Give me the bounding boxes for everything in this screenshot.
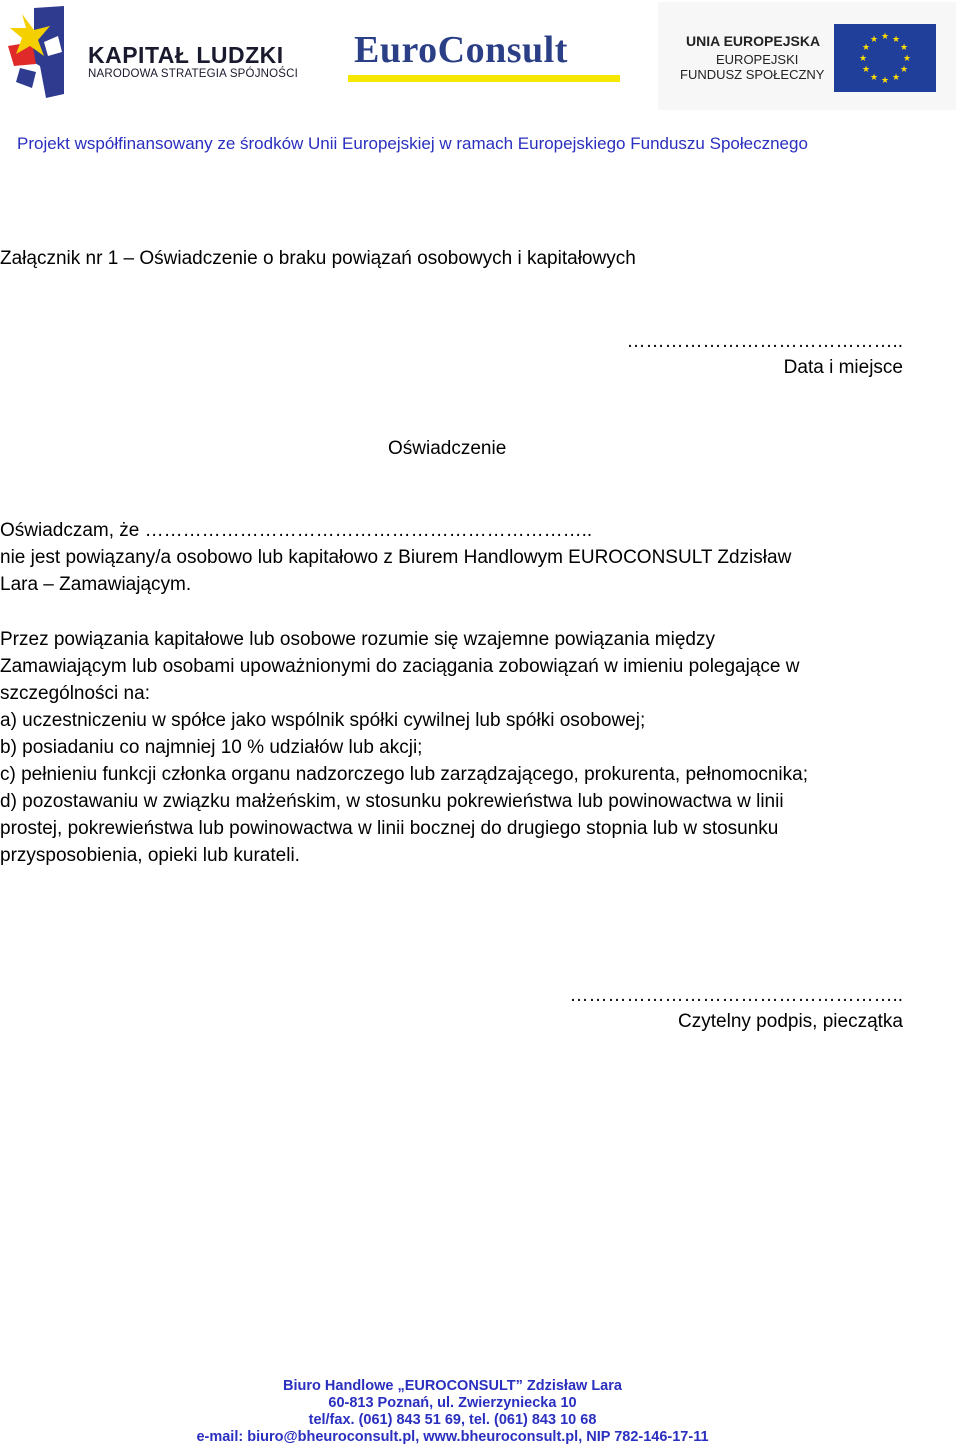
eu-logo-line2: EUROPEJSKI — [716, 52, 799, 67]
svg-text:★: ★ — [899, 43, 909, 53]
svg-text:★: ★ — [902, 54, 912, 64]
euroconsult-logo — [348, 28, 623, 84]
euroconsult-underline — [348, 75, 620, 82]
kapital-ludzki-subtitle: NARODOWA STRATEGIA SPÓJNOŚCI — [88, 68, 299, 80]
project-cofinancing-line: Projekt współfinansowany ze środków Unii Europejskiej w ramach Europejskiego Funduszu Społecznego — [17, 134, 808, 153]
svg-text:★: ★ — [869, 35, 879, 45]
paragraph-line: Lara – Zamawiającym. — [0, 574, 192, 595]
footer-company: Biuro Handlowe „EUROCONSULT” Zdzisław Lara — [283, 1378, 622, 1394]
definition-paragraph — [0, 626, 808, 869]
eu-social-fund-logo — [658, 2, 956, 110]
paragraph-line: nie jest powiązany/a osobowo lub kapitałowo z Biurem Handlowym EUROCONSULT Zdzisław — [0, 547, 792, 568]
svg-text:★: ★ — [891, 73, 901, 83]
svg-text:★: ★ — [861, 43, 871, 53]
svg-text:★: ★ — [899, 65, 909, 75]
date-place-blank: …………………………………….. — [626, 331, 903, 352]
footer-phone: tel/fax. (061) 843 51 69, tel. (061) 843 10 68 — [308, 1412, 597, 1428]
signature-blank: …………………………………………….. — [569, 985, 903, 1006]
euroconsult-wordmark: EuroConsult — [354, 29, 568, 71]
kapital-ludzki-title: KAPITAŁ LUDZKI — [88, 42, 284, 68]
kapital-ludzki-emblem-icon — [6, 6, 78, 98]
footer-email-web: e-mail: biuro@bheuroconsult.pl, www.bheuroconsult.pl, NIP 782-146-17-11 — [196, 1429, 709, 1445]
annex-title: Załącznik nr 1 – Oświadczenie o braku powiązań osobowych i kapitałowych — [0, 248, 636, 269]
svg-text:★: ★ — [869, 73, 879, 83]
list-item: przysposobienia, opieki lub kurateli. — [0, 845, 300, 866]
declaration-paragraph — [0, 517, 791, 598]
svg-text:★: ★ — [880, 76, 890, 86]
date-place-label: Data i miejsce — [783, 357, 903, 378]
list-item: prostej, pokrewieństwa lub powinowactwa w linii bocznej do drugiego stopnia lub w stosunku — [0, 818, 779, 839]
signature-label: Czytelny podpis, pieczątka — [678, 1011, 903, 1032]
svg-text:★: ★ — [880, 32, 890, 42]
paragraph-line: Zamawiającym lub osobami upoważnionymi do zaciągania zobowiązań w imieniu polegające w — [0, 656, 800, 677]
eu-logo-line1: UNIA EUROPEJSKA — [686, 33, 821, 49]
list-item: d) pozostawaniu w związku małżeńskim, w stosunku pokrewieństwa lub powinowactwa w linii — [0, 791, 784, 812]
svg-text:★: ★ — [858, 54, 868, 64]
list-item: c) pełnieniu funkcji członka organu nadzorczego lub zarządzającego, prokurenta, pełnomocnika; — [0, 764, 808, 785]
footer-address: 60-813 Poznań, ul. Zwierzyniecka 10 — [328, 1395, 577, 1411]
paragraph-line: Przez powiązania kapitałowe lub osobowe rozumie się wzajemne powiązania między — [0, 629, 715, 650]
eu-flag-icon — [834, 24, 936, 92]
footer-contact — [0, 1378, 905, 1446]
svg-text:★: ★ — [861, 65, 871, 75]
kapital-ludzki-logo — [6, 6, 306, 98]
list-item: b) posiadaniu co najmniej 10 % udziałów lub akcji; — [0, 737, 423, 758]
svg-text:★: ★ — [891, 35, 901, 45]
statement-heading: Oświadczenie — [388, 438, 507, 459]
list-item: a) uczestniczeniu w spółce jako wspólnik spółki cywilnej lub spółki osobowej; — [0, 710, 646, 731]
eu-logo-line3: FUNDUSZ SPOŁECZNY — [680, 67, 825, 82]
paragraph-line: szczególności na: — [0, 683, 150, 704]
paragraph-line: Oświadczam, że …………………………………………………………….. — [0, 520, 593, 541]
